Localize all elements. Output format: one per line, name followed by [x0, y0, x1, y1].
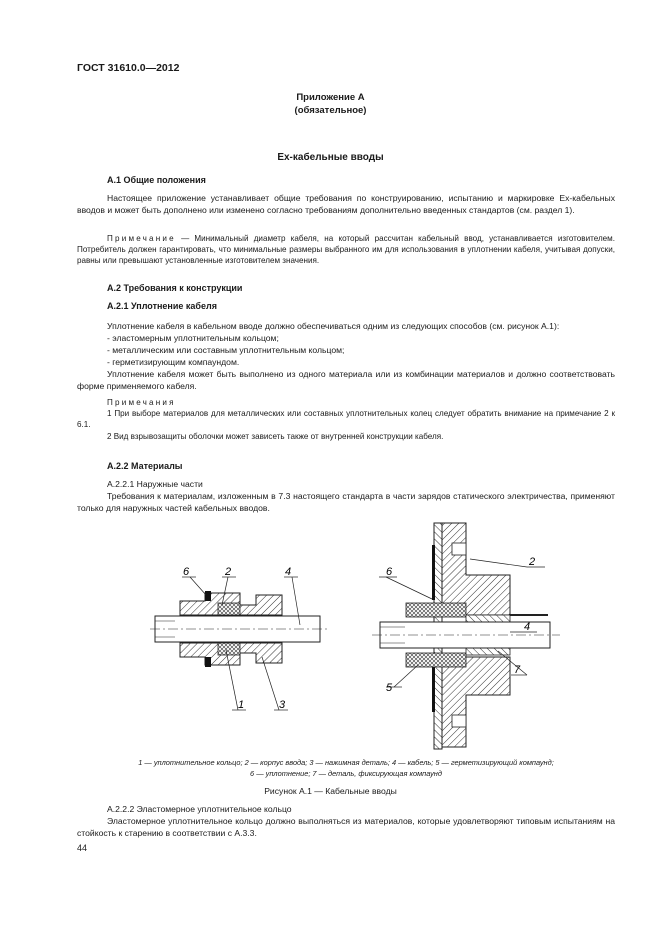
page-number: 44 [77, 843, 88, 853]
standard-header: ГОСТ 31610.0—2012 [77, 62, 180, 74]
appendix-title: Приложение А [296, 92, 365, 103]
note-label: Примечание [107, 234, 176, 243]
figure-legend-line-1: 1 — уплотнительное кольцо; 2 — корпус ввода; 3 — нажимная деталь; 4 — кабель; 5 — герметизирующий компаунд; [138, 758, 554, 767]
left-label-3: 3 [279, 699, 286, 711]
a21-item-2: - металлическим или составным уплотнительным кольцом; [107, 345, 345, 355]
a222-heading: А.2.2.2 Эластомерное уплотнительное кольцо [107, 804, 292, 814]
section-a21-heading: А.2.1 Уплотнение кабеля [107, 301, 217, 311]
a21-note-1: 1 При выборе материалов для металлических или составных уплотнительных колец следует обратить внимание на примечание 2 к 6.1. [77, 409, 615, 430]
a222-paragraph: Эластомерное уплотнительное кольцо должно выполняться из материалов, которые удовлетворяют типовым испытаниям на стойкость к старению в соответствии с А.3.3. [77, 816, 615, 839]
a221-heading: А.2.2.1 Наружные части [107, 479, 203, 489]
right-label-4: 4 [524, 621, 531, 633]
section-a2-heading: А.2 Требования к конструкции [107, 283, 243, 293]
right-label-5: 5 [386, 682, 393, 694]
a21-item-1: - эластомерным уплотнительным кольцом; [107, 333, 279, 343]
appendix-status: (обязательное) [294, 105, 367, 116]
right-label-7: 7 [514, 664, 521, 676]
figure-cable-glands [0, 515, 661, 755]
a221-paragraph: Требования к материалам, изложенным в 7.3 настоящего стандарта в части зарядов статического электричества, применяют только для наружных частей кабельных вводов. [77, 491, 615, 514]
left-label-1: 1 [238, 699, 245, 711]
right-gland-drawing [372, 523, 560, 749]
a21-intro: Уплотнение кабеля в кабельном вводе должно обеспечиваться одним из следующих способов (см. рисунок А.1): [107, 321, 560, 331]
figure-caption: Рисунок А.1 — Кабельные вводы [264, 786, 397, 796]
a1-note [77, 233, 615, 267]
right-label-6: 6 [386, 566, 393, 578]
left-label-6: 6 [183, 566, 190, 578]
section-a22-heading: А.2.2 Материалы [107, 461, 183, 471]
main-title: Ех-кабельные вводы [277, 152, 384, 163]
left-label-2: 2 [225, 566, 232, 578]
left-label-4: 4 [285, 566, 292, 578]
note-text: — Минимальный диаметр кабеля, на который рассчитан кабельный ввод, устанавливается изготовителем. Потребитель должен гарантировать, что минимальные размеры выбранного им для использования в уплотнении кабеля, учитывая допуски, равны или превышают установленные изготовителем значения. [77, 234, 615, 266]
a21-paragraph-2: Уплотнение кабеля может быть выполнено из одного материала или из комбинации материалов и должно соответствовать форме применяемого кабеля. [77, 369, 615, 392]
section-a1-heading: А.1 Общие положения [107, 175, 206, 185]
figure-legend-line-2: 6 — уплотнение; 7 — деталь, фиксирующая компаунд [250, 769, 442, 778]
left-gland-drawing [150, 566, 330, 711]
a1-paragraph: Настоящее приложение устанавливает общие требования по конструированию, испытанию и маркировке Ех-кабельных вводов и может быть дополнено или изменено согласно требованиям дополнительно введенных стандартов (см. раздел 1). [77, 193, 615, 216]
a21-notes-label: Примечания [107, 398, 176, 407]
a21-item-3: - герметизирующим компаундом. [107, 357, 240, 367]
right-label-2: 2 [529, 556, 536, 568]
a21-note-2: 2 Вид взрывозащиты оболочки может зависеть также от внутренней конструкции кабеля. [107, 432, 444, 441]
